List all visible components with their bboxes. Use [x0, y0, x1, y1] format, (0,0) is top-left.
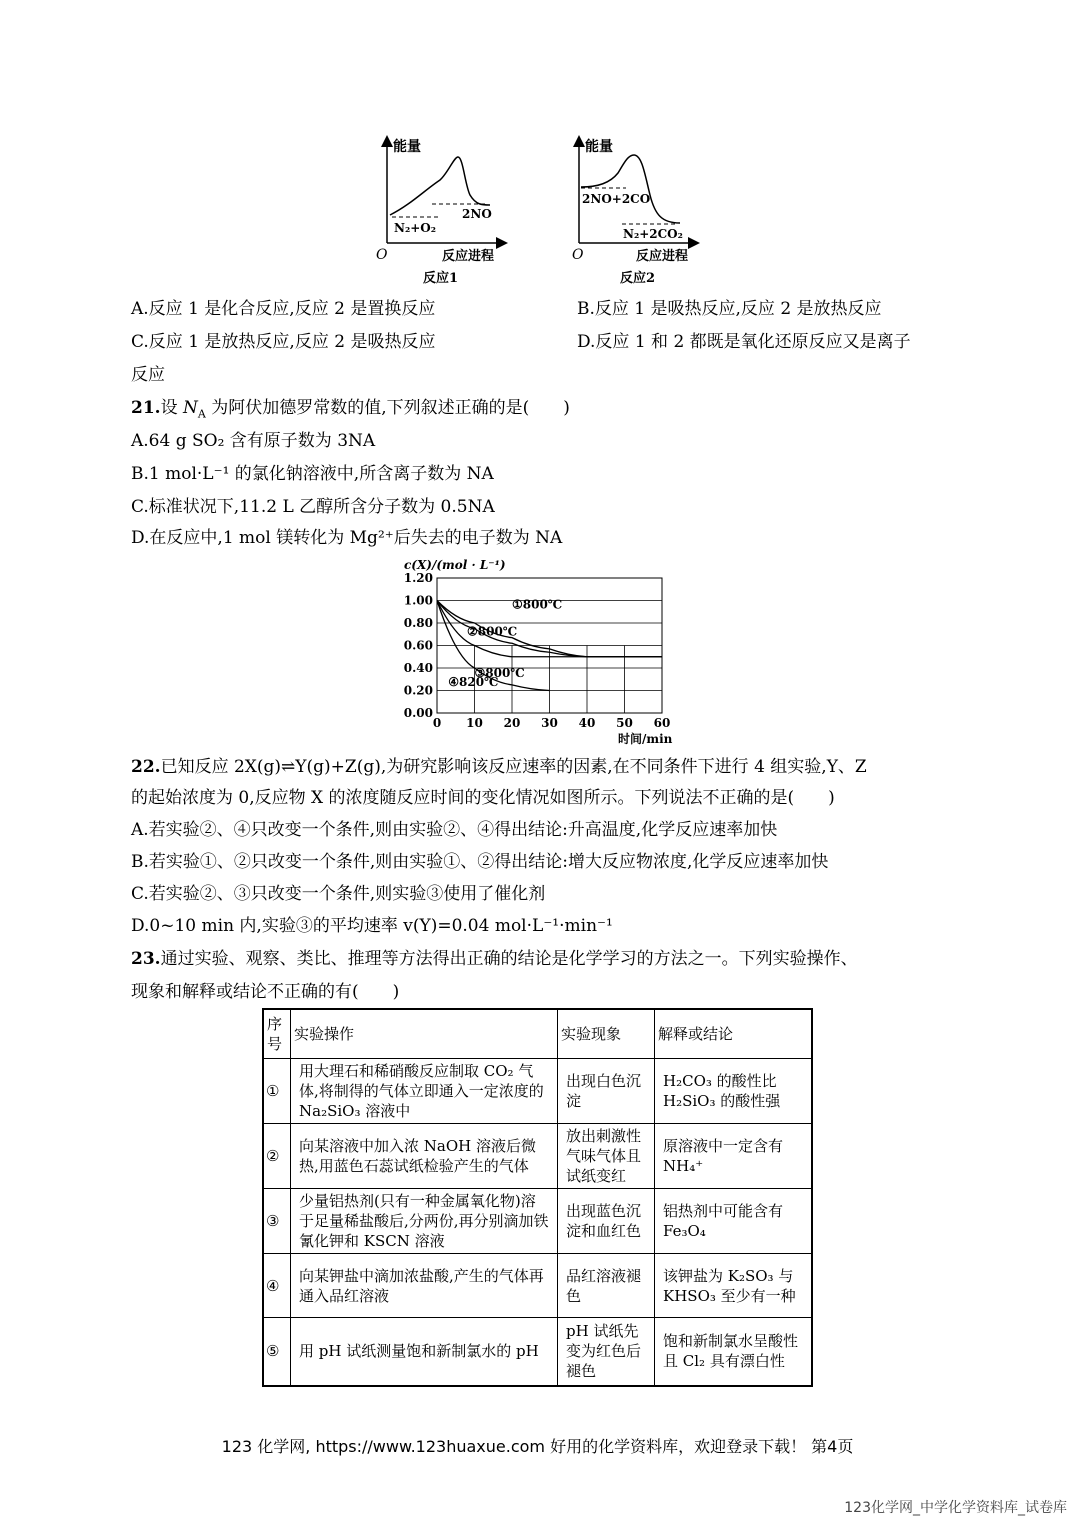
x-tick-label: 50	[616, 716, 633, 730]
x-tick-label: 40	[578, 716, 596, 730]
x-tick-label: 20	[503, 716, 521, 730]
r2-caption: 反应2	[620, 271, 656, 286]
concentration-chart	[390, 556, 690, 746]
table-row: ④ 向某钾盐中滴加浓盐酸,产生的气体再通入品红溶液 品红溶液褪色 该钾盐为 K₂SO₃ 与 KHSO₃ 至少有一种	[263, 1254, 812, 1318]
header-no: 序号	[263, 1009, 291, 1059]
q22-option-a: A.若实验②、④只改变一个条件,则由实验②、④得出结论:升高温度,化学反应速率加快	[131, 820, 778, 840]
header-op: 实验操作	[291, 1009, 558, 1059]
r1-y-label: 能量	[393, 139, 421, 155]
table-header-row	[263, 1009, 812, 1059]
q22-option-c: C.若实验②、③只改变一个条件,则实验③使用了催化剂	[131, 884, 546, 904]
q20-option-c: C.反应 1 是放热反应,反应 2 是吸热反应	[131, 332, 436, 352]
y-tick-label: 1.20	[403, 571, 433, 585]
q20-option-b: B.反应 1 是吸热反应,反应 2 是放热反应	[577, 299, 882, 319]
y-tick-label: 0.80	[403, 616, 433, 630]
watermark-text: 123化学网_中学化学资料库_试卷库	[844, 1500, 1067, 1516]
header-conclusion: 解释或结论	[655, 1009, 813, 1059]
q23-stem-1: 23.通过实验、观察、类比、推理等方法得出正确的结论是化学学习的方法之一。下列实验操作、	[131, 949, 858, 969]
x-tick-label: 0	[432, 716, 442, 730]
r2-y-label: 能量	[585, 139, 613, 155]
y-tick-label: 1.00	[403, 593, 433, 608]
r1-x-label: 反应进程	[442, 249, 495, 264]
x-tick-label: 30	[541, 716, 558, 730]
r1-high-label: 2NO	[462, 207, 492, 221]
q21-option-b: B.1 mol·L⁻¹ 的氯化钠溶液中,所含离子数为 NA	[131, 464, 494, 484]
table-row: ① 用大理石和稀硝酸反应制取 CO₂ 气体,将制得的气体立即通入一定浓度的 Na₂SiO₃ 溶液中 出现白色沉淀 H₂CO₃ 的酸性比 H₂SiO₃ 的酸性强	[263, 1059, 812, 1124]
q22-stem-1: 22.已知反应 2X(g)⇌Y(g)+Z(g),为研究影响该反应速率的因素,在不同条件下进行 4 组实验,Y、Z	[131, 757, 867, 777]
r2-low-label: N₂+2CO₂	[623, 227, 683, 241]
q22-option-b: B.若实验①、②只改变一个条件,则由实验①、②得出结论:增大反应物浓度,化学反应速率加快	[131, 852, 829, 872]
r1-origin: O	[376, 247, 388, 263]
q21-option-a: A.64 g SO₂ 含有原子数为 3NA	[131, 431, 376, 451]
r2-high-label: 2NO+2CO	[582, 192, 651, 206]
r1-low-label: N₂+O₂	[394, 221, 436, 235]
r2-x-label: 反应进程	[636, 249, 689, 264]
y-tick-label: 0.40	[403, 661, 433, 675]
q21-option-c: C.标准状况下,11.2 L 乙醇所含分子数为 0.5NA	[131, 497, 495, 517]
r2-origin: O	[572, 247, 584, 263]
q23-stem-2: 现象和解释或结论不正确的有( )	[131, 982, 400, 1002]
x-tick-label: 10	[466, 716, 483, 730]
q21-number: 21.	[131, 398, 161, 418]
series-label-4: ④820℃	[448, 675, 499, 689]
series-label-3: ③800℃	[474, 666, 525, 680]
series-label-2: ②800℃	[467, 624, 518, 639]
energy-diagrams	[370, 135, 710, 290]
table-row: ③ 少量铝热剂(只有一种金属氧化物)溶于足量稀盐酸后,分两份,再分别滴加铁氰化钾和 KSCN 溶液 出现蓝色沉淀和血红色 铝热剂中可能含有 Fe₃O₄	[263, 1189, 812, 1254]
concentration-chart-svg	[390, 556, 690, 746]
r2-curve	[581, 155, 680, 223]
r1-caption: 反应1	[423, 271, 459, 286]
q20-option-a: A.反应 1 是化合反应,反应 2 是置换反应	[131, 299, 436, 319]
q20-option-d: D.反应 1 和 2 都既是氧化还原反应又是离子	[577, 332, 911, 352]
y-tick-label: 0.60	[403, 638, 433, 653]
experiment-table	[262, 1008, 813, 1387]
y-tick-label: 0.00	[403, 706, 433, 720]
q20-option-d-cont: 反应	[131, 365, 165, 385]
y-axis-label: c(X)/(mol · L⁻¹)	[404, 558, 506, 572]
x-axis-label: 时间/min	[618, 732, 673, 746]
series-label-1: ①800℃	[512, 597, 563, 612]
x-tick-label: 60	[653, 716, 671, 730]
q22-option-d: D.0~10 min 内,实验③的平均速率 v(Y)=0.04 mol·L⁻¹·min⁻¹	[131, 916, 613, 936]
q22-stem-2: 的起始浓度为 0,反应物 X 的浓度随反应时间的变化情况如图所示。下列说法不正确的是( )	[131, 788, 835, 808]
energy-diagrams-svg	[370, 135, 710, 290]
table-row: ② 向某溶液中加入浓 NaOH 溶液后微热,用蓝色石蕊试纸检验产生的气体 放出刺激性气味气体且试纸变红 原溶液中一定含有 NH₄⁺	[263, 1124, 812, 1189]
y-tick-label: 0.20	[403, 683, 433, 698]
page-footer: 123 化学网, https://www.123huaxue.com 好用的化学资料库，欢迎登录下载！ 第4页	[221, 1437, 854, 1456]
header-phenomenon: 实验现象	[558, 1009, 655, 1059]
table-row: ⑤ 用 pH 试纸测量饱和新制氯水的 pH pH 试纸先变为红色后褪色 饱和新制氯水呈酸性且 Cl₂ 具有漂白性	[263, 1318, 812, 1386]
q21-stem: 21.设 $N_A$ 为阿伏加德罗常数的值,下列叙述正确的是( )	[131, 398, 570, 421]
q21-option-d: D.在反应中,1 mol 镁转化为 Mg²⁺后失去的电子数为 NA	[131, 528, 563, 548]
